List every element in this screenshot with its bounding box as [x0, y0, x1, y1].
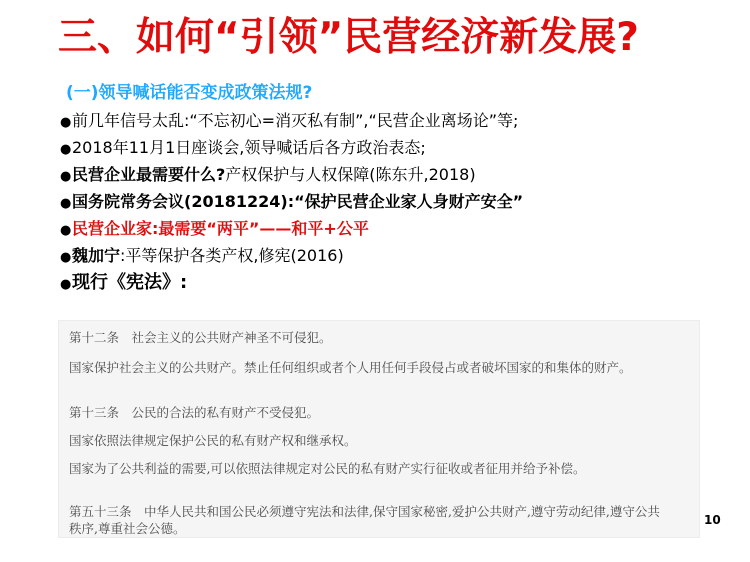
page-number: 10	[704, 513, 721, 527]
bullet-dot-icon: ●	[60, 142, 72, 157]
bullet-item	[60, 242, 720, 269]
bullet-dot-icon: ●	[60, 277, 72, 292]
bullet-text: :平等保护各类产权,修宪(2016)	[120, 246, 344, 265]
excerpt-line: 第五十三条 中华人民共和国公民必须遵守宪法和法律,保守国家秘密,爱护公共财产,遵守劳动纪律,遵守公共秩序,尊重社会公德。	[69, 504, 660, 536]
excerpt-line: 国家保护社会主义的公共财产。禁止任何组织或者个人用任何手段侵占或者破坏国家的和集体的财产。	[69, 360, 632, 375]
excerpt-line: 国家依照法律规定保护公民的私有财产权和继承权。	[69, 433, 357, 448]
bullet-list	[60, 107, 720, 296]
bullet-bold-text: 现行《宪法》:	[72, 272, 188, 293]
bullet-bold-text: 国务院常务会议(20181224):“保护民营企业家人身财产安全”	[72, 192, 524, 211]
bullet-text: 前几年信号太乱:“不忘初心=消灭私有制”,“民营企业离场论”等;	[72, 111, 519, 130]
section-subtitle: (一)领导喊话能否变成政策法规?	[66, 83, 313, 103]
slide-title: 三、如何“引领”民营经济新发展?	[58, 15, 639, 60]
bullet-item	[60, 269, 720, 296]
constitution-excerpt-image	[58, 320, 700, 538]
bullet-bold-text: 魏加宁	[72, 246, 121, 265]
bullet-dot-icon: ●	[60, 115, 72, 130]
excerpt-line: 第十二条 社会主义的公共财产神圣不可侵犯。	[69, 330, 332, 345]
bullet-text: 2018年11月1日座谈会,领导喊话后各方政治表态;	[72, 138, 426, 157]
bullet-dot-icon: ●	[60, 196, 72, 211]
excerpt-line: 第十三条 公民的合法的私有财产不受侵犯。	[69, 405, 320, 420]
bullet-item	[60, 134, 720, 161]
bullet-bold-text: 民营企业最需要什么?	[72, 165, 226, 184]
bullet-highlight-text: 民营企业家:最需要“两平”——和平+公平	[72, 219, 369, 238]
excerpt-line: 国家为了公共利益的需要,可以依照法律规定对公民的私有财产实行征收或者征用并给予补偿。	[69, 461, 586, 476]
bullet-text: 产权保护与人权保障(陈东升,2018)	[225, 165, 476, 184]
bullet-dot-icon: ●	[60, 169, 72, 184]
bullet-item	[60, 188, 720, 215]
bullet-item	[60, 215, 720, 242]
bullet-dot-icon: ●	[60, 250, 72, 265]
bullet-item	[60, 107, 720, 134]
bullet-item	[60, 161, 720, 188]
bullet-dot-icon: ●	[60, 223, 72, 238]
